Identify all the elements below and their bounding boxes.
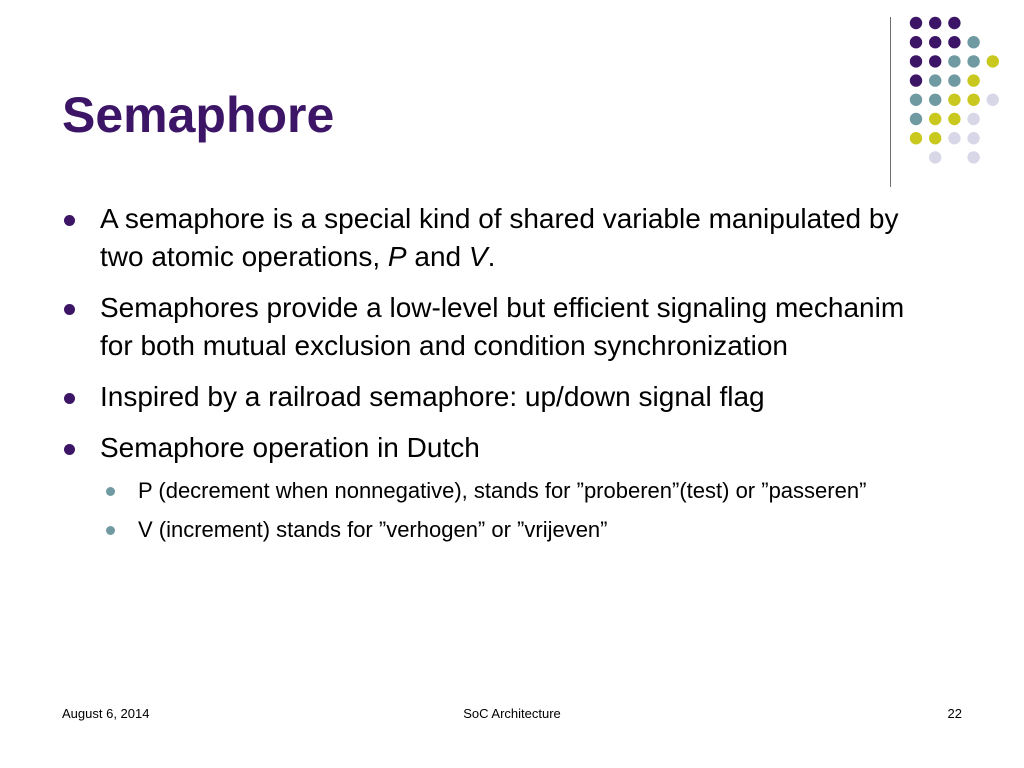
- decor-dot-lavender: [967, 132, 979, 144]
- bullet-dot-icon: [64, 444, 75, 455]
- decor-dot-yellow: [948, 113, 960, 125]
- sub-bullet-dot-icon: [106, 526, 115, 535]
- decor-dot-teal: [910, 94, 922, 106]
- decor-dot-teal: [929, 74, 941, 86]
- bullet-dot-icon: [64, 393, 75, 404]
- decor-dot-teal: [948, 74, 960, 86]
- decor-dot-teal: [910, 113, 922, 125]
- decor-dot-lavender: [967, 151, 979, 163]
- decor-dot-dark-purple: [929, 55, 941, 67]
- footer-page-number: 22: [947, 706, 962, 721]
- decor-dot-teal: [967, 36, 979, 48]
- bullet-text-italic: P: [387, 241, 407, 272]
- bullet-item: [62, 200, 942, 276]
- sub-bullet-dot-icon: [106, 487, 115, 496]
- title-divider-line: [890, 17, 891, 187]
- sub-bullet-list: [100, 475, 942, 545]
- footer-date: August 6, 2014: [62, 706, 150, 721]
- decor-dot-dark-purple: [910, 17, 922, 29]
- decor-dot-yellow: [929, 113, 941, 125]
- bullet-dot-icon: [64, 304, 75, 315]
- decor-dot-lavender: [929, 151, 941, 163]
- decor-dot-yellow: [967, 94, 979, 106]
- decor-dot-dark-purple: [910, 74, 922, 86]
- bullet-text: Inspired by a railroad semaphore: up/down signal flag: [100, 381, 765, 412]
- bullet-text-italic: V: [468, 241, 488, 272]
- bullet-text: .: [487, 241, 496, 272]
- decor-dot-lavender: [948, 132, 960, 144]
- decor-dot-yellow: [967, 74, 979, 86]
- decor-dot-yellow: [987, 55, 999, 67]
- bullet-text: A semaphore is a special kind of shared variable manipulated by two atomic operations,: [100, 203, 899, 272]
- sub-bullet-text: P (decrement when nonnegative), stands for ”proberen”(test) or ”passeren”: [138, 478, 867, 503]
- bullet-list: [62, 200, 942, 545]
- decor-dot-teal: [967, 55, 979, 67]
- decor-dot-dark-purple: [948, 17, 960, 29]
- decor-dot-teal: [948, 55, 960, 67]
- slide-body: [62, 200, 942, 558]
- decor-dot-dark-purple: [929, 36, 941, 48]
- bullet-item: [62, 429, 942, 545]
- decor-dot-dark-purple: [948, 36, 960, 48]
- decor-dot-dark-purple: [910, 55, 922, 67]
- decor-dot-dark-purple: [910, 36, 922, 48]
- sub-bullet-item: [100, 475, 942, 506]
- decorative-dot-grid: [908, 15, 1008, 165]
- slide-title: Semaphore: [62, 87, 335, 143]
- sub-bullet-text: V (increment) stands for ”verhogen” or ”vrijeven”: [138, 517, 608, 542]
- bullet-item: [62, 378, 942, 416]
- bullet-text: and: [406, 241, 469, 272]
- decor-dot-lavender: [987, 94, 999, 106]
- decor-dot-yellow: [929, 132, 941, 144]
- bullet-text: Semaphores provide a low-level but efficient signaling mechanim for both mutual exclusion and condition synchronization: [100, 292, 905, 361]
- decor-dot-yellow: [948, 94, 960, 106]
- bullet-item: [62, 289, 942, 365]
- decor-dot-dark-purple: [929, 17, 941, 29]
- bullet-dot-icon: [64, 215, 75, 226]
- sub-bullet-item: [100, 514, 942, 545]
- decor-dot-yellow: [910, 132, 922, 144]
- bullet-text: Semaphore operation in Dutch: [100, 432, 480, 463]
- footer-title: SoC Architecture: [463, 706, 561, 721]
- decor-dot-teal: [929, 94, 941, 106]
- decor-dot-lavender: [967, 113, 979, 125]
